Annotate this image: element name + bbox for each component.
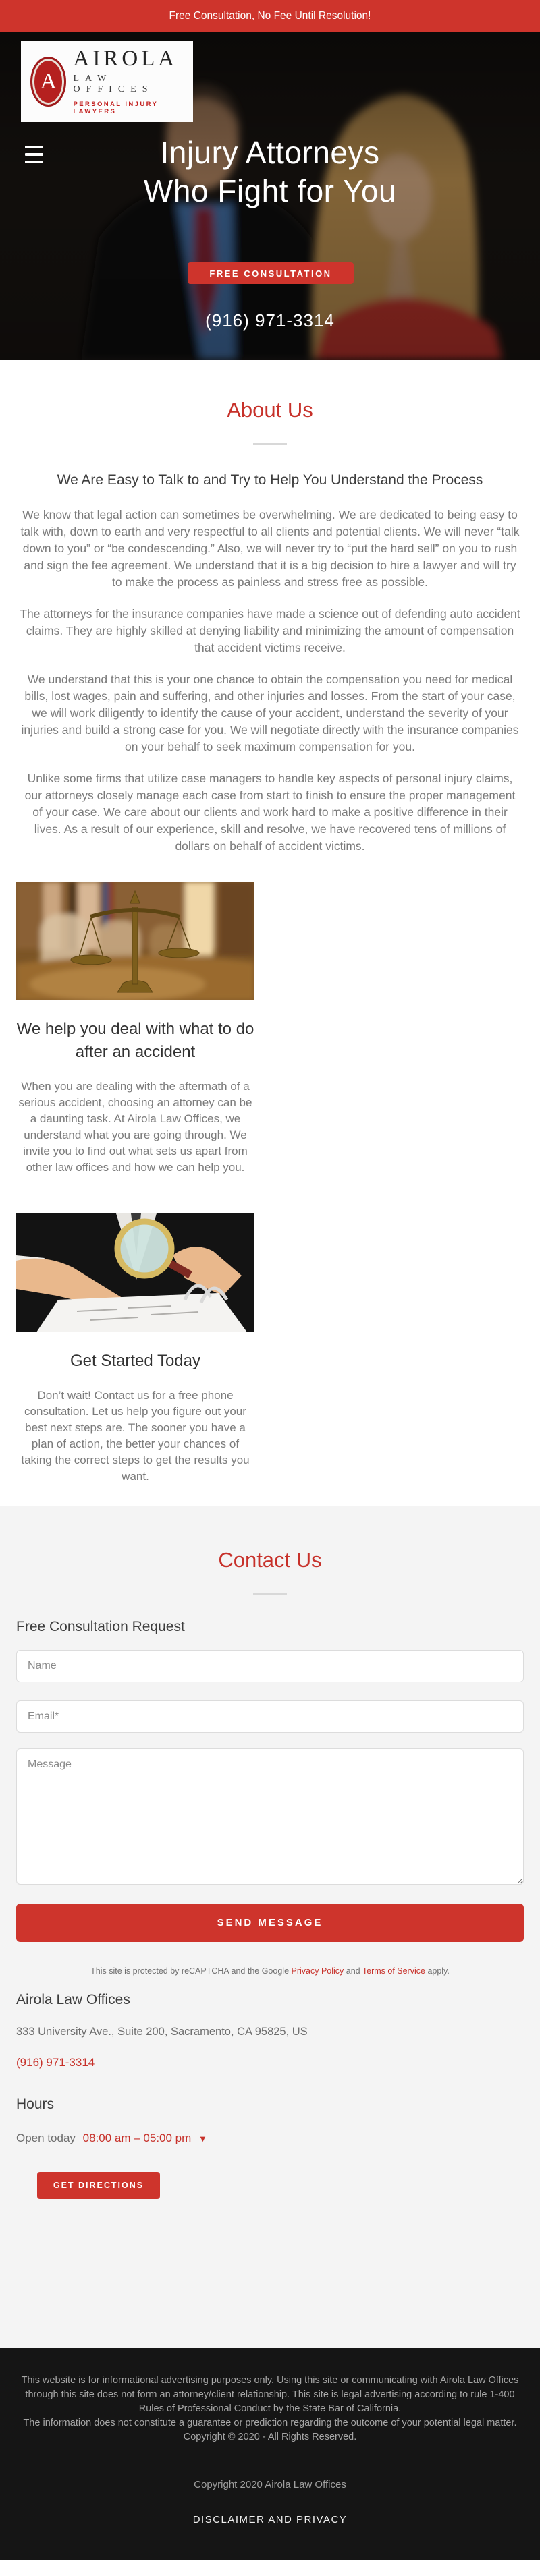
logo-subtitle: LAW OFFICES — [73, 74, 154, 94]
name-input[interactable] — [16, 1650, 524, 1682]
announcement-bar — [0, 0, 540, 32]
logo[interactable] — [21, 41, 193, 122]
about-paragraph: Unlike some firms that utilize case managers to handle key aspects of personal injury claims, our attorneys closely manage each case from start to finish to ensure the proper management of your case. We care about our clients and work hard to make a positive difference in their lives. As a result of our experience, skill and resolve, we have recovered tens of millions of dollars on behalf of accident victims. — [24, 772, 516, 853]
message-input[interactable] — [16, 1748, 524, 1885]
about-paragraph: We know that legal action can sometimes be overwhelming. We are dedicated to being easy to talk with, down to earth and very respectful to all clients and potential clients. We will never “talk down to you” or “be condescending.” Also, we will never try to “put the hard sell” on you to rush and sign the fee agreement. We understand that it is a big decision to hire a lawyer and will try to make the process as painless and stress free as possible. — [20, 508, 520, 589]
scales-of-justice-photo — [16, 882, 254, 1000]
get-directions-button[interactable]: GET DIRECTIONS — [37, 2172, 160, 2199]
logo-brand: AIROLA — [73, 47, 178, 71]
card-text: Don’t wait! Contact us for a free phone consultation. Let us help you figure out your best next steps are. The sooner you have a plan of action, the better your chances of taking the correct steps to get the results you want. — [21, 1389, 250, 1483]
card-heading: We help you deal with what to do after an accident — [16, 1020, 254, 1061]
about-paragraph: The attorneys for the insurance companies have made a science out of defending auto accident claims. They are highly skilled at denying liability and minimizing the amount of compensation that accident victims receive. — [20, 607, 520, 654]
contact-title: Contact Us — [218, 1548, 322, 1572]
office-name: Airola Law Offices — [16, 1992, 130, 2007]
hero-title — [0, 134, 540, 210]
hero-section — [0, 32, 540, 360]
hero-title-line1: Injury Attorneys — [160, 135, 380, 170]
footer-rights: Copyright © 2020 - All Rights Reserved. — [183, 2432, 357, 2442]
about-paragraph: We understand that this is your one chance to obtain the compensation you need for medical bills, lost wages, pain and suffering, and other injuries and losses. From the start of your case, we will work diligently to identify the cause of your accident, understand the severity of your injuries and build a strong case for you. We will negotiate directly with the insurance companies on your behalf to seek maximum compensation for you. — [21, 672, 519, 753]
about-section — [0, 360, 540, 1506]
hours-dropdown[interactable] — [16, 2131, 524, 2145]
email-input[interactable] — [16, 1700, 524, 1733]
logo-seal-icon — [30, 57, 66, 107]
contact-phone-link[interactable]: (916) 971-3314 — [16, 2056, 95, 2069]
hero-phone-link[interactable]: (916) 971-3314 — [205, 310, 335, 331]
hours-open-label: Open today — [16, 2131, 76, 2144]
hero-title-line2: Who Fight for You — [143, 173, 397, 208]
terms-of-service-link[interactable]: Terms of Service — [362, 1966, 425, 1976]
footer-disclaimer-line1: This website is for informational advertising purposes only. Using this site or communicating with Airola Law Offices through this site does not form an attorney/client relationship. This site is legal advertising according to rule 1-400 Rules of Professional Conduct by the State Bar of California. — [21, 2375, 519, 2414]
footer-disclaimer — [15, 2374, 525, 2444]
send-message-button[interactable]: SEND MESSAGE — [16, 1904, 524, 1942]
magnifier-documents-photo — [16, 1213, 254, 1332]
consultation-form — [16, 1650, 524, 1942]
hours-open-time: 08:00 am – 05:00 pm — [82, 2131, 192, 2144]
divider — [253, 1593, 287, 1595]
footer-copyright: Copyright 2020 Airola Law Offices — [194, 2479, 346, 2490]
logo-monogram: A — [40, 69, 57, 94]
office-address: 333 University Ave., Suite 200, Sacramento, CA 95825, US — [16, 2026, 308, 2038]
divider — [253, 443, 287, 445]
about-heading: We Are Easy to Talk to and Try to Help You Understand the Process — [57, 472, 483, 488]
about-title: About Us — [227, 398, 313, 422]
logo-tagline: PERSONAL INJURY LAWYERS — [73, 98, 193, 115]
hours-heading: Hours — [16, 2096, 55, 2112]
free-consultation-button[interactable]: FREE CONSULTATION — [188, 262, 354, 284]
contact-section — [0, 1506, 540, 2348]
privacy-policy-link[interactable]: Privacy Policy — [291, 1966, 344, 1976]
announcement-text: Free Consultation, No Fee Until Resolution! — [169, 10, 371, 22]
about-card-get-started — [16, 1213, 254, 1485]
card-heading: Get Started Today — [70, 1352, 200, 1370]
footer — [0, 2348, 540, 2560]
logo-text — [73, 48, 193, 115]
about-card-accident — [16, 882, 254, 1176]
card-text: When you are dealing with the aftermath of a serious accident, choosing an attorney can be a daunting task. At Airola Law Offices, we understand what you are going through. We invite you to find out what sets us apart from other law offices and how we can help you. — [18, 1080, 252, 1174]
form-heading: Free Consultation Request — [16, 1619, 185, 1634]
chevron-down-icon: ▼ — [198, 2134, 207, 2144]
disclaimer-privacy-link[interactable]: DISCLAIMER AND PRIVACY — [192, 2514, 348, 2525]
footer-disclaimer-line2: The information does not constitute a guarantee or prediction regarding the outcome of your potential legal matter. — [23, 2417, 517, 2428]
recaptcha-notice: This site is protected by reCAPTCHA and the Google Privacy Policy and Terms of Service apply. — [90, 1966, 450, 1976]
